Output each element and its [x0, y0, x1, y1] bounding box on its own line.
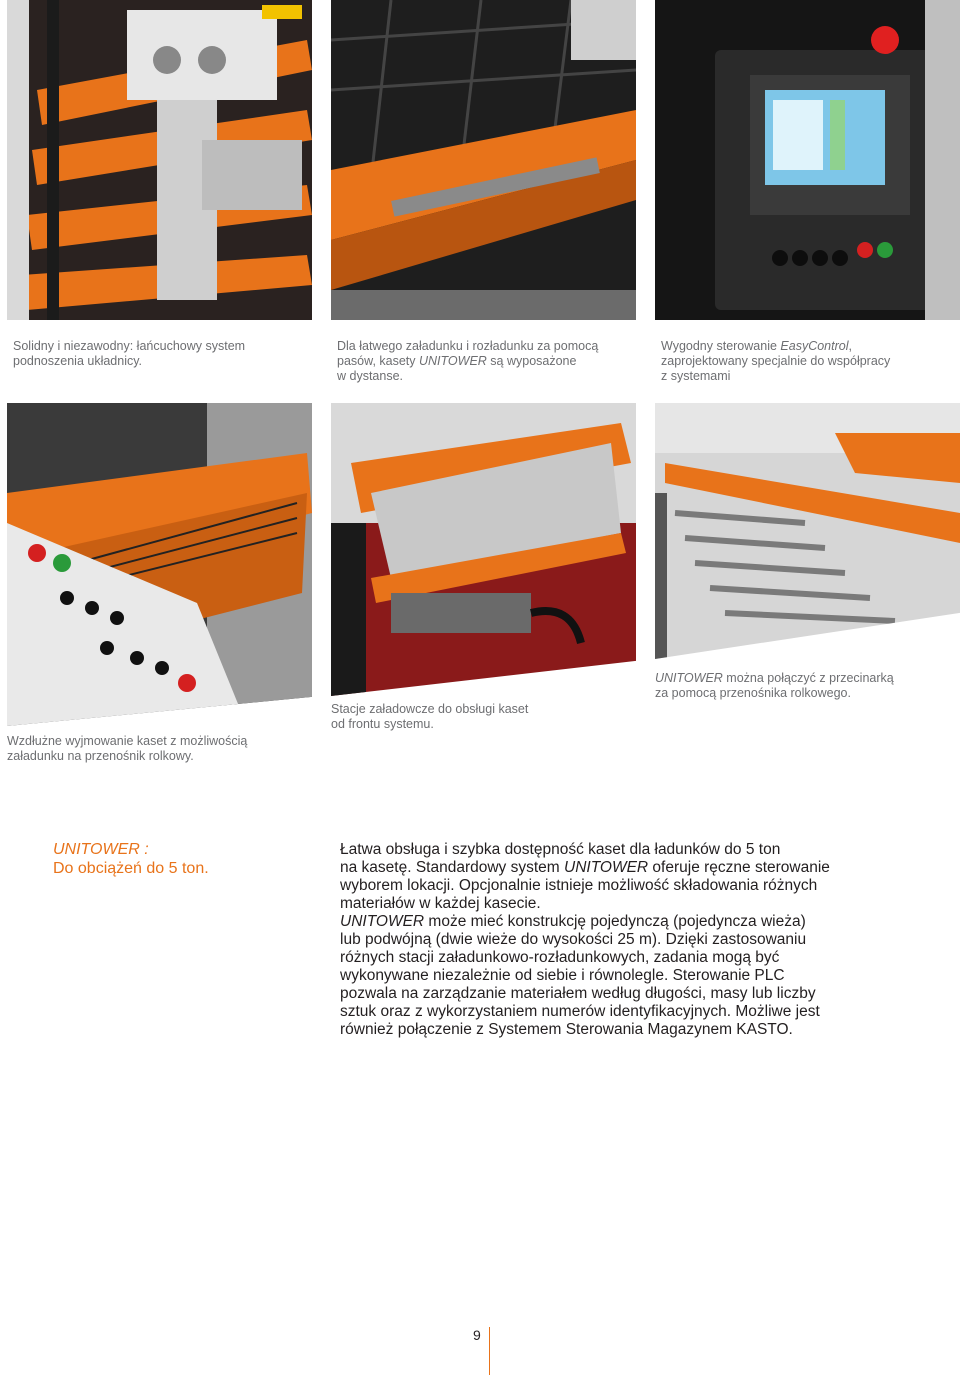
photo-loading-station: [331, 403, 636, 696]
heading-subtitle: Do obciążeń do 5 ton.: [53, 860, 209, 877]
caption-brand: UNITOWER: [655, 671, 723, 685]
caption-line: [661, 339, 890, 354]
body-line: [340, 913, 920, 931]
caption-roller-conveyor: [655, 671, 894, 701]
caption-line: [655, 671, 894, 686]
caption-line: załadunku na przenośnik rolkowy.: [7, 749, 194, 763]
caption-brand: UNITOWER: [419, 354, 487, 368]
caption-line: Dla łatwego załadunku i rozładunku za pomocą: [337, 339, 599, 353]
body-line: również połączenie z Systemem Sterowania Magazynem KASTO.: [340, 1021, 793, 1038]
photo-longitudinal-cassette: [7, 403, 312, 726]
caption-line: Wzdłużne wyjmowanie kaset z możliwością: [7, 734, 248, 748]
caption-loading-belts: [337, 339, 598, 384]
caption-text: Wygodny sterowanie: [661, 339, 781, 353]
body-line: pozwala na zarządzanie materiałem według długości, masy lub liczby: [340, 985, 816, 1002]
body-paragraph: [340, 841, 920, 1039]
page-number-rule: [489, 1327, 490, 1375]
body-line: różnych stacji załadunkowo-rozładunkowych, zadania mogą być: [340, 949, 780, 966]
body-line: [340, 859, 920, 877]
caption-line: z systemami: [661, 369, 731, 383]
caption-text: pasów, kasety: [337, 354, 419, 368]
body-line: materiałów w każdej kasecie.: [340, 895, 541, 912]
body-line: lub podwójną (dwie wieże do wysokości 25 m). Dzięki zastosowaniu: [340, 931, 807, 948]
section-heading: [53, 840, 209, 878]
body-text: oferuje ręczne sterowanie: [648, 859, 830, 876]
caption-line: podnoszenia układnicy.: [13, 354, 143, 368]
photo-roller-conveyor: [655, 403, 960, 659]
caption-text: można połączyć z przecinarką: [722, 671, 894, 685]
body-brand: UNITOWER: [340, 913, 425, 930]
caption-line: zaprojektowany specjalnie do współpracy: [661, 354, 891, 368]
body-line: wyborem lokacji. Opcjonalnie istnieje możliwość składowania różnych: [340, 877, 818, 894]
heading-brand: UNITOWER :: [53, 841, 149, 858]
caption-line: w dystanse.: [337, 369, 404, 383]
caption-line: Stacje załadowcze do obsługi kaset: [331, 702, 529, 716]
body-text: na kasetę. Standardowy system: [340, 859, 565, 876]
body-line: wykonywane niezależnie od siebie i równolegle. Sterowanie PLC: [340, 967, 785, 984]
caption-line: [337, 354, 598, 369]
caption-chain-lifting: [13, 339, 245, 369]
body-brand: UNITOWER: [564, 859, 649, 876]
caption-easycontrol: [661, 339, 890, 384]
page-number: 9: [473, 1327, 481, 1343]
photo-easycontrol-panel: [655, 0, 960, 320]
caption-line: Solidny i niezawodny: łańcuchowy system: [13, 339, 246, 353]
caption-text: ,: [848, 339, 852, 353]
caption-line: za pomocą przenośnika rolkowego.: [655, 686, 851, 700]
caption-loading-stations: [331, 702, 528, 732]
photo-cassette-with-belts: [331, 0, 636, 320]
caption-line: od frontu systemu.: [331, 717, 434, 731]
caption-longitudinal: [7, 734, 247, 764]
photo-chain-lifting-system: [7, 0, 312, 320]
body-text: może mieć konstrukcję pojedynczą (pojedyncza wieża): [424, 913, 806, 930]
body-line: Łatwa obsługa i szybka dostępność kaset dla ładunków do 5 ton: [340, 841, 781, 858]
caption-text: są wyposażone: [486, 354, 577, 368]
body-line: sztuk oraz z wykorzystaniem numerów identyfikacyjnych. Możliwe jest: [340, 1003, 820, 1020]
caption-brand: EasyControl: [780, 339, 849, 353]
